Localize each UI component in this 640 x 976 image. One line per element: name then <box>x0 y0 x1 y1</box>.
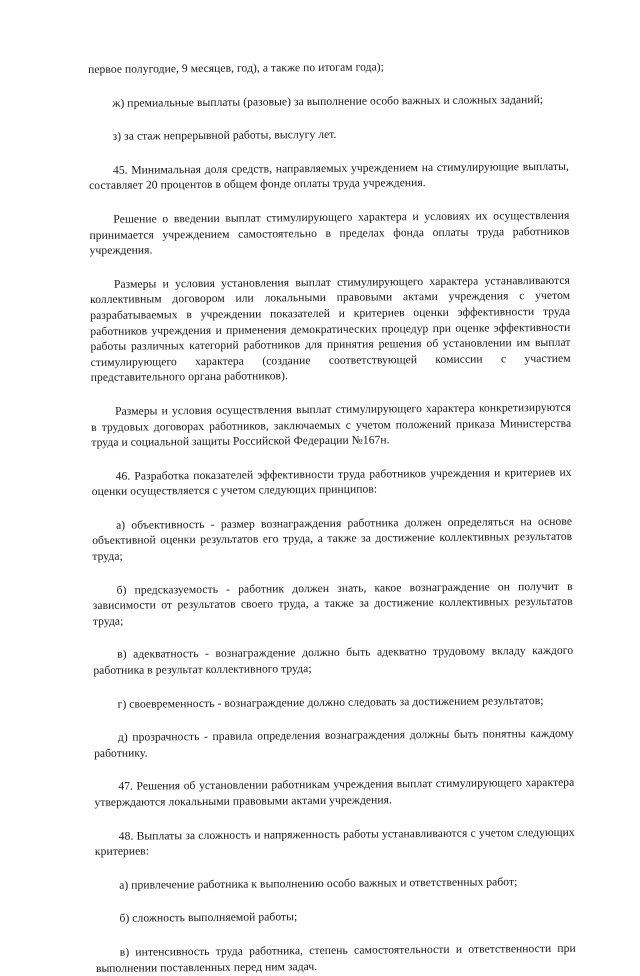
paragraph-labor-contracts: Размеры и условия осуществления выплат стимулирующего характера конкретизируются в трудовых договорах работников, заключаемых с учетом положений приказа Министерства труда и социальной защиты Российской Федерации №167н. <box>91 400 572 450</box>
clause-48: 48. Выплаты за сложность и напряженность работы устанавливаются с учетом следующих критериев: <box>94 825 575 859</box>
paragraph-decision: Решение о введении выплат стимулирующего характера и условиях их осуществления принимается учреждением самостоятельно в пределах фонда оплаты труда работников учреждения. <box>89 208 570 258</box>
criterion-complexity: б) сложность выполняемой работы; <box>119 910 298 926</box>
principle-adequacy: в) адекватность - вознаграждение должно быть адекватно трудовому вкладу каждого работника в результат коллективного труда; <box>93 644 574 678</box>
clause-47: 47. Решения об установлении работникам учреждения выплат стимулирующего характера утверждаются локальными правовыми актами учреждения. <box>94 776 575 809</box>
list-item-zh: ж) премиальные выплаты (разовые) за выполнение особо важных и сложных заданий; <box>112 92 544 110</box>
list-item-z: з) за стаж непрерывной работы, выслугу лет. <box>112 128 337 143</box>
document-body <box>88 58 576 976</box>
clause-45: 45. Минимальная доля средств, направляемых учреждением на стимулирующие выплаты, составляет 20 процентов в общем фонде оплаты труда учреждения. <box>89 159 569 193</box>
principle-predictability: б) предсказуемость - работник должен знать, какое вознаграждение он получит в зависимости от результатов своего труда, а также за достижение коллективных результатов труда; <box>92 579 573 628</box>
principle-transparency: д) прозрачность - правила определения вознаграждения должны быть понятны каждому работнику. <box>93 727 574 760</box>
paragraph-sizes-conditions: Размеры и условия установления выплат стимулирующего характера устанавливаются коллективным договором или локальными правовыми актами учреждения с учетом разрабатываемых в учреждении показателей и критериев оценки эффективности труда работников учреждения и применения демократических процедур при оценке эффективности работы различных категорий работников для принятия решения об установлении им выплат стимулирующего характера (создание соответствующей комиссии с участием представительного органа работников). <box>90 273 571 385</box>
principle-objectivity: а) объективность - размер вознаграждения работника должен определяться на основе объективной оценки результатов его труда, а также за достижение коллективных результатов труда; <box>92 514 573 564</box>
paragraph-continuation: первое полугодие, 9 месяцев, год), а также по итогам года); <box>88 60 384 76</box>
clause-46: 46. Разработка показателей эффективности труда работников учреждения и критериев их оценки осуществляется с учетом следующих принципов: <box>91 465 572 499</box>
criterion-intensity: в) интенсивность труда работника, степень самостоятельности и ответственности при выполнении поставленных перед ним задач. <box>95 941 576 975</box>
criterion-important-work: а) привлечение работника к выполнению особо важных и ответственных работ; <box>119 875 518 892</box>
principle-timeliness: г) своевременность - вознаграждение должно следовать за достижением результатов; <box>117 693 544 711</box>
